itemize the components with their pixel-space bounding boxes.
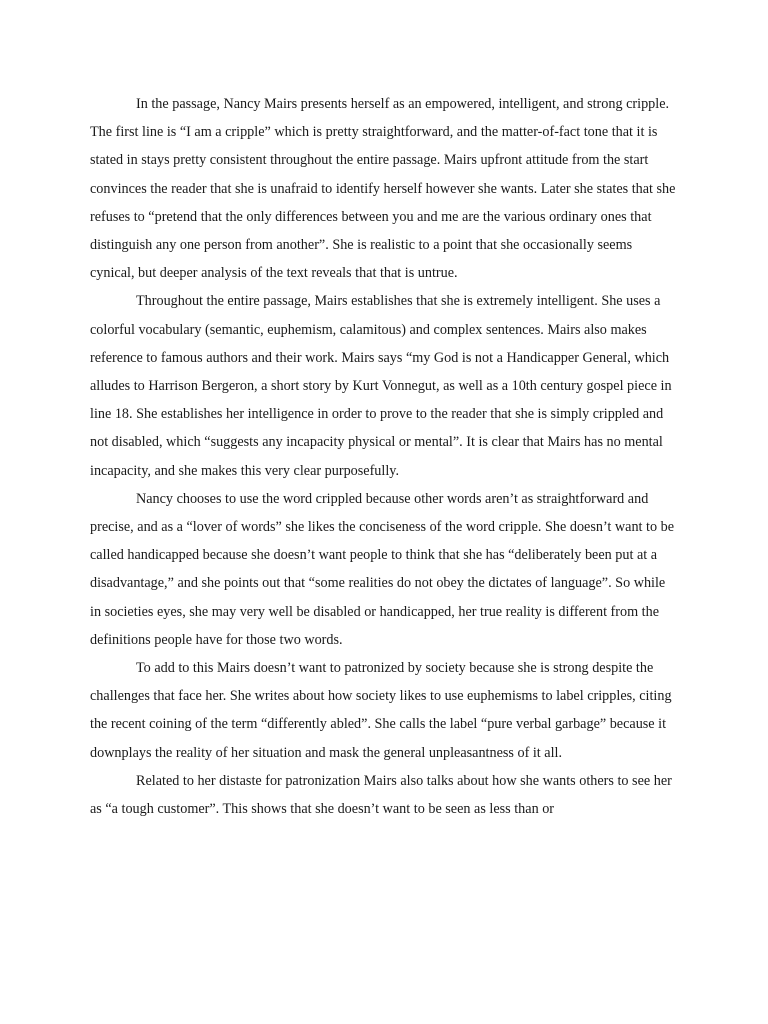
paragraph: Throughout the entire passage, Mairs establishes that she is extremely intelligent. She uses a colorful vocabulary (semantic, euphemism, calamitous) and complex sentences. Mairs also makes reference to famous authors and their work. Mairs says “my God is not a Handicapper General, which alludes to Harrison Bergeron, a short story by Kurt Vonnegut, as well as a 10th century gospel piece in line 18. She establishes her intelligence in order to prove to the reader that she is simply crippled and not disabled, which “suggests any incapacity physical or mental”. It is clear that Mairs has no mental incapacity, and she makes this very clear purposefully. [90,293,672,479]
paragraph: Related to her distaste for patronization Mairs also talks about how she wants others to see her as “a tough customer”. This shows that she doesn’t want to be seen as less than or [90,772,672,818]
paragraph: Nancy chooses to use the word crippled because other words aren’t as straightforward and precise, and as a “lover of words” she likes the conciseness of the word cripple. She doesn’t want to be called handicapped because she doesn’t want people to think that she has “deliberately been put at a disadvantage,” and she points out that “some realities do not obey the dictates of language”. So while in societies eyes, she may very well be disabled or handicapped, her true reality is different from the definitions people have for those two words. [90,490,675,648]
essay-body [90,90,678,823]
paragraph: In the passage, Nancy Mairs presents herself as an empowered, intelligent, and strong cripple. The first line is “I am a cripple” which is pretty straightforward, and the matter-of-fact tone that it is stated in stays pretty consistent throughout the entire passage. Mairs upfront attitude from the start convinces the reader that she is unafraid to identify herself however she wants. Later she states that she refuses to “pretend that the only differences between you and me are the various ordinary ones that distinguish any one person from another”. She is realistic to a point that she occasionally seems cynical, but deeper analysis of the text reveals that that is untrue. [90,96,676,282]
paragraph: To add to this Mairs doesn’t want to patronized by society because she is strong despite the challenges that face her. She writes about how society likes to use euphemisms to label cripples, citing the recent coining of the term “differently abled”. She calls the label “pure verbal garbage” because it downplays the reality of her situation and mask the general unpleasantness of it all. [90,660,672,761]
